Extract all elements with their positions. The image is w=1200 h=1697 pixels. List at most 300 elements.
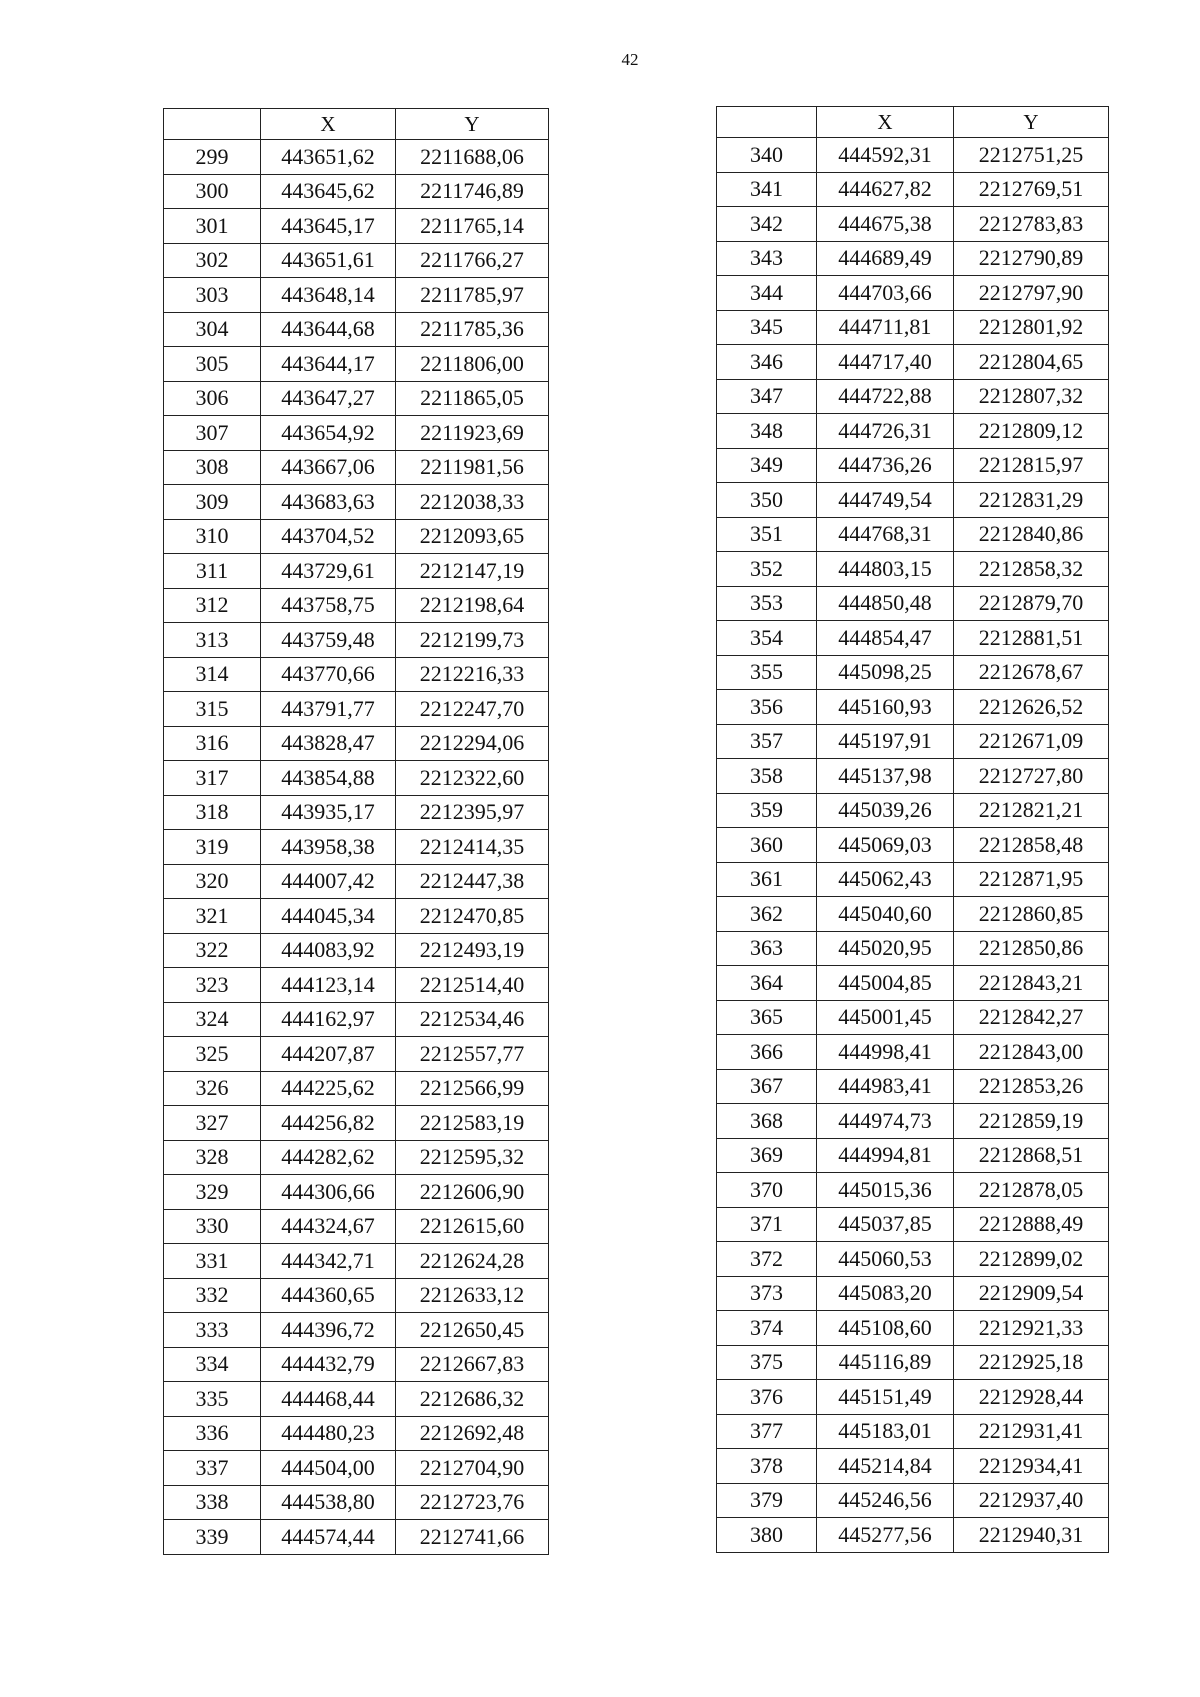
table-row [717,138,1109,173]
x-coordinate-cell: 445083,20 [817,1276,954,1311]
table-row [164,278,549,313]
table-row [717,276,1109,311]
table-row [164,1140,549,1175]
point-number-cell: 321 [164,899,261,934]
table-row [164,1347,549,1382]
x-coordinate-cell: 444592,31 [817,138,954,173]
table-row [717,655,1109,690]
x-coordinate-cell: 443770,66 [261,657,396,692]
table-row [164,864,549,899]
table-row [717,517,1109,552]
x-coordinate-cell: 443644,68 [261,312,396,347]
header-y: Y [396,109,549,140]
x-coordinate-cell: 444123,14 [261,968,396,1003]
point-number-cell: 308 [164,450,261,485]
table-row [717,1069,1109,1104]
x-coordinate-cell: 444974,73 [817,1104,954,1139]
x-coordinate-cell: 445183,01 [817,1414,954,1449]
y-coordinate-cell: 2212853,26 [954,1069,1109,1104]
x-coordinate-cell: 443958,38 [261,830,396,865]
table-row [717,1483,1109,1518]
x-coordinate-cell: 443651,61 [261,243,396,278]
y-coordinate-cell: 2212801,92 [954,310,1109,345]
y-coordinate-cell: 2212741,66 [396,1520,549,1555]
x-coordinate-cell: 444045,34 [261,899,396,934]
point-number-cell: 339 [164,1520,261,1555]
x-coordinate-cell: 444225,62 [261,1071,396,1106]
x-coordinate-cell: 443654,92 [261,416,396,451]
table-row [717,1449,1109,1484]
y-coordinate-cell: 2211766,27 [396,243,549,278]
table-row [164,1313,549,1348]
x-coordinate-cell: 443935,17 [261,795,396,830]
point-number-cell: 373 [717,1276,817,1311]
x-coordinate-cell: 444007,42 [261,864,396,899]
x-coordinate-cell: 444736,26 [817,448,954,483]
y-coordinate-cell: 2212395,97 [396,795,549,830]
point-number-cell: 351 [717,517,817,552]
point-number-cell: 324 [164,1002,261,1037]
x-coordinate-cell: 443645,17 [261,209,396,244]
y-coordinate-cell: 2212769,51 [954,172,1109,207]
point-number-cell: 319 [164,830,261,865]
x-coordinate-cell: 445160,93 [817,690,954,725]
point-number-cell: 304 [164,312,261,347]
table-row [164,519,549,554]
table-row [164,761,549,796]
y-coordinate-cell: 2211865,05 [396,381,549,416]
x-coordinate-cell: 445116,89 [817,1345,954,1380]
x-coordinate-cell: 444998,41 [817,1035,954,1070]
y-coordinate-cell: 2212557,77 [396,1037,549,1072]
table-row [717,1138,1109,1173]
x-coordinate-cell: 444574,44 [261,1520,396,1555]
table-row [717,1104,1109,1139]
y-coordinate-cell: 2212671,09 [954,724,1109,759]
x-coordinate-cell: 445246,56 [817,1483,954,1518]
table-row [164,243,549,278]
point-number-cell: 364 [717,966,817,1001]
y-coordinate-cell: 2212470,85 [396,899,549,934]
x-coordinate-cell: 444803,15 [817,552,954,587]
point-number-cell: 335 [164,1382,261,1417]
table-row [717,1414,1109,1449]
table-row [164,209,549,244]
table-row [717,379,1109,414]
point-number-cell: 317 [164,761,261,796]
y-coordinate-cell: 2211688,06 [396,140,549,175]
x-coordinate-cell: 445062,43 [817,862,954,897]
point-number-cell: 341 [717,172,817,207]
header-point-number [717,107,817,138]
table-row [717,1035,1109,1070]
table-row [717,310,1109,345]
table-row [717,1173,1109,1208]
header-x: X [261,109,396,140]
table-row [164,830,549,865]
table-row [164,588,549,623]
table-row [164,1278,549,1313]
x-coordinate-cell: 444711,81 [817,310,954,345]
x-coordinate-cell: 444306,66 [261,1175,396,1210]
x-coordinate-cell: 443758,75 [261,588,396,623]
point-number-cell: 320 [164,864,261,899]
point-number-cell: 350 [717,483,817,518]
x-coordinate-cell: 445001,45 [817,1000,954,1035]
point-number-cell: 312 [164,588,261,623]
table-row [717,207,1109,242]
x-coordinate-cell: 445037,85 [817,1207,954,1242]
y-coordinate-cell: 2212606,90 [396,1175,549,1210]
y-coordinate-cell: 2212147,19 [396,554,549,589]
y-coordinate-cell: 2212858,32 [954,552,1109,587]
x-coordinate-cell: 444717,40 [817,345,954,380]
x-coordinate-cell: 445004,85 [817,966,954,1001]
point-number-cell: 322 [164,933,261,968]
point-number-cell: 368 [717,1104,817,1139]
y-coordinate-cell: 2212931,41 [954,1414,1109,1449]
table-row [717,345,1109,380]
page-number: 42 [621,50,639,69]
y-coordinate-cell: 2212723,76 [396,1485,549,1520]
x-coordinate-cell: 444854,47 [817,621,954,656]
y-coordinate-cell: 2212727,80 [954,759,1109,794]
header-x: X [817,107,954,138]
point-number-cell: 331 [164,1244,261,1279]
point-number-cell: 360 [717,828,817,863]
table-row [164,1244,549,1279]
y-coordinate-cell: 2212868,51 [954,1138,1109,1173]
y-coordinate-cell: 2212093,65 [396,519,549,554]
table-row [164,1002,549,1037]
table-row [164,692,549,727]
x-coordinate-cell: 443651,62 [261,140,396,175]
point-number-cell: 346 [717,345,817,380]
point-number-cell: 315 [164,692,261,727]
y-coordinate-cell: 2212815,97 [954,448,1109,483]
point-number-cell: 330 [164,1209,261,1244]
x-coordinate-cell: 443729,61 [261,554,396,589]
y-coordinate-cell: 2212704,90 [396,1451,549,1486]
point-number-cell: 377 [717,1414,817,1449]
x-coordinate-cell: 444749,54 [817,483,954,518]
table-row [164,485,549,520]
y-coordinate-cell: 2211765,14 [396,209,549,244]
y-coordinate-cell: 2212783,83 [954,207,1109,242]
y-coordinate-cell: 2212667,83 [396,1347,549,1382]
y-coordinate-cell: 2212879,70 [954,586,1109,621]
table-row [164,1520,549,1555]
x-coordinate-cell: 445277,56 [817,1518,954,1553]
x-coordinate-cell: 443647,27 [261,381,396,416]
point-number-cell: 357 [717,724,817,759]
y-coordinate-cell: 2211981,56 [396,450,549,485]
y-coordinate-cell: 2212921,33 [954,1311,1109,1346]
table-row [717,552,1109,587]
x-coordinate-cell: 444983,41 [817,1069,954,1104]
table-row [164,1071,549,1106]
y-coordinate-cell: 2212751,25 [954,138,1109,173]
x-coordinate-cell: 444994,81 [817,1138,954,1173]
table-row [164,450,549,485]
point-number-cell: 338 [164,1485,261,1520]
table-row [164,1382,549,1417]
table-header-row [164,109,549,140]
y-coordinate-cell: 2212809,12 [954,414,1109,449]
y-coordinate-cell: 2212686,32 [396,1382,549,1417]
x-coordinate-cell: 445137,98 [817,759,954,794]
point-number-cell: 378 [717,1449,817,1484]
x-coordinate-cell: 444689,49 [817,241,954,276]
y-coordinate-cell: 2212909,54 [954,1276,1109,1311]
point-number-cell: 370 [717,1173,817,1208]
table-row [717,1380,1109,1415]
point-number-cell: 369 [717,1138,817,1173]
x-coordinate-cell: 443645,62 [261,174,396,209]
point-number-cell: 352 [717,552,817,587]
table-row [164,381,549,416]
x-coordinate-cell: 445151,49 [817,1380,954,1415]
x-coordinate-cell: 444083,92 [261,933,396,968]
table-row [164,1175,549,1210]
point-number-cell: 376 [717,1380,817,1415]
table-row [164,554,549,589]
table-row [164,657,549,692]
table-row [164,140,549,175]
point-number-cell: 314 [164,657,261,692]
table-row [717,1345,1109,1380]
y-coordinate-cell: 2212514,40 [396,968,549,1003]
x-coordinate-cell: 444396,72 [261,1313,396,1348]
y-coordinate-cell: 2212831,29 [954,483,1109,518]
y-coordinate-cell: 2212860,85 [954,897,1109,932]
y-coordinate-cell: 2212566,99 [396,1071,549,1106]
point-number-cell: 379 [717,1483,817,1518]
point-number-cell: 380 [717,1518,817,1553]
table-row [717,1518,1109,1553]
y-coordinate-cell: 2212294,06 [396,726,549,761]
table-row [717,862,1109,897]
y-coordinate-cell: 2211806,00 [396,347,549,382]
y-coordinate-cell: 2212821,21 [954,793,1109,828]
table-row [164,174,549,209]
point-number-cell: 359 [717,793,817,828]
point-number-cell: 326 [164,1071,261,1106]
y-coordinate-cell: 2212859,19 [954,1104,1109,1139]
table-row [717,931,1109,966]
table-row [164,416,549,451]
y-coordinate-cell: 2212937,40 [954,1483,1109,1518]
table-row [717,172,1109,207]
y-coordinate-cell: 2212858,48 [954,828,1109,863]
table-row [717,828,1109,863]
coordinates-table-right [716,106,1109,1553]
y-coordinate-cell: 2212790,89 [954,241,1109,276]
y-coordinate-cell: 2212840,86 [954,517,1109,552]
table-row [717,448,1109,483]
point-number-cell: 336 [164,1416,261,1451]
point-number-cell: 329 [164,1175,261,1210]
point-number-cell: 367 [717,1069,817,1104]
y-coordinate-cell: 2212899,02 [954,1242,1109,1277]
table-row [164,1106,549,1141]
x-coordinate-cell: 444850,48 [817,586,954,621]
table-row [164,795,549,830]
y-coordinate-cell: 2211923,69 [396,416,549,451]
y-coordinate-cell: 2212925,18 [954,1345,1109,1380]
table-row [717,1276,1109,1311]
x-coordinate-cell: 444162,97 [261,1002,396,1037]
y-coordinate-cell: 2212650,45 [396,1313,549,1348]
table-row [164,726,549,761]
table-row [717,241,1109,276]
y-coordinate-cell: 2212843,00 [954,1035,1109,1070]
x-coordinate-cell: 444726,31 [817,414,954,449]
table-row [164,623,549,658]
table-row [164,1209,549,1244]
point-number-cell: 355 [717,655,817,690]
table-row [717,1311,1109,1346]
point-number-cell: 348 [717,414,817,449]
y-coordinate-cell: 2212038,33 [396,485,549,520]
y-coordinate-cell: 2212633,12 [396,1278,549,1313]
point-number-cell: 325 [164,1037,261,1072]
table-row [164,1451,549,1486]
point-number-cell: 316 [164,726,261,761]
x-coordinate-cell: 444432,79 [261,1347,396,1382]
table-row [717,1207,1109,1242]
table-row [164,1485,549,1520]
coordinates-table-left [163,108,549,1555]
x-coordinate-cell: 444627,82 [817,172,954,207]
y-coordinate-cell: 2211746,89 [396,174,549,209]
y-coordinate-cell: 2212843,21 [954,966,1109,1001]
table-row [717,690,1109,725]
point-number-cell: 333 [164,1313,261,1348]
y-coordinate-cell: 2212534,46 [396,1002,549,1037]
table-row [164,899,549,934]
point-number-cell: 353 [717,586,817,621]
x-coordinate-cell: 443667,06 [261,450,396,485]
point-number-cell: 343 [717,241,817,276]
point-number-cell: 323 [164,968,261,1003]
point-number-cell: 347 [717,379,817,414]
point-number-cell: 372 [717,1242,817,1277]
x-coordinate-cell: 445020,95 [817,931,954,966]
y-coordinate-cell: 2212615,60 [396,1209,549,1244]
x-coordinate-cell: 444768,31 [817,517,954,552]
x-coordinate-cell: 444480,23 [261,1416,396,1451]
y-coordinate-cell: 2212322,60 [396,761,549,796]
y-coordinate-cell: 2212692,48 [396,1416,549,1451]
table-header-row [717,107,1109,138]
y-coordinate-cell: 2212595,32 [396,1140,549,1175]
x-coordinate-cell: 445098,25 [817,655,954,690]
y-coordinate-cell: 2212199,73 [396,623,549,658]
point-number-cell: 307 [164,416,261,451]
point-number-cell: 332 [164,1278,261,1313]
x-coordinate-cell: 444538,80 [261,1485,396,1520]
x-coordinate-cell: 443683,63 [261,485,396,520]
point-number-cell: 301 [164,209,261,244]
x-coordinate-cell: 444675,38 [817,207,954,242]
point-number-cell: 310 [164,519,261,554]
x-coordinate-cell: 443828,47 [261,726,396,761]
point-number-cell: 358 [717,759,817,794]
table-row [717,966,1109,1001]
y-coordinate-cell: 2212493,19 [396,933,549,968]
point-number-cell: 334 [164,1347,261,1382]
table-row [164,1416,549,1451]
point-number-cell: 371 [717,1207,817,1242]
point-number-cell: 356 [717,690,817,725]
x-coordinate-cell: 444282,62 [261,1140,396,1175]
point-number-cell: 375 [717,1345,817,1380]
point-number-cell: 313 [164,623,261,658]
y-coordinate-cell: 2212797,90 [954,276,1109,311]
y-coordinate-cell: 2211785,97 [396,278,549,313]
y-coordinate-cell: 2212871,95 [954,862,1109,897]
table-row [717,793,1109,828]
point-number-cell: 354 [717,621,817,656]
table-row [717,621,1109,656]
point-number-cell: 311 [164,554,261,589]
point-number-cell: 306 [164,381,261,416]
point-number-cell: 374 [717,1311,817,1346]
point-number-cell: 349 [717,448,817,483]
table-row [164,968,549,1003]
y-coordinate-cell: 2211785,36 [396,312,549,347]
x-coordinate-cell: 443644,17 [261,347,396,382]
y-coordinate-cell: 2212934,41 [954,1449,1109,1484]
y-coordinate-cell: 2212216,33 [396,657,549,692]
x-coordinate-cell: 444504,00 [261,1451,396,1486]
y-coordinate-cell: 2212888,49 [954,1207,1109,1242]
x-coordinate-cell: 444324,67 [261,1209,396,1244]
x-coordinate-cell: 443854,88 [261,761,396,796]
header-y: Y [954,107,1109,138]
point-number-cell: 327 [164,1106,261,1141]
y-coordinate-cell: 2212624,28 [396,1244,549,1279]
y-coordinate-cell: 2212928,44 [954,1380,1109,1415]
header-point-number [164,109,261,140]
x-coordinate-cell: 443704,52 [261,519,396,554]
point-number-cell: 318 [164,795,261,830]
x-coordinate-cell: 443759,48 [261,623,396,658]
point-number-cell: 300 [164,174,261,209]
point-number-cell: 302 [164,243,261,278]
x-coordinate-cell: 445060,53 [817,1242,954,1277]
point-number-cell: 328 [164,1140,261,1175]
x-coordinate-cell: 445197,91 [817,724,954,759]
table-row [717,1242,1109,1277]
y-coordinate-cell: 2212678,67 [954,655,1109,690]
y-coordinate-cell: 2212940,31 [954,1518,1109,1553]
y-coordinate-cell: 2212626,52 [954,690,1109,725]
x-coordinate-cell: 445214,84 [817,1449,954,1484]
point-number-cell: 362 [717,897,817,932]
x-coordinate-cell: 445015,36 [817,1173,954,1208]
x-coordinate-cell: 444256,82 [261,1106,396,1141]
x-coordinate-cell: 443791,77 [261,692,396,727]
y-coordinate-cell: 2212198,64 [396,588,549,623]
table-row [717,759,1109,794]
y-coordinate-cell: 2212878,05 [954,1173,1109,1208]
point-number-cell: 344 [717,276,817,311]
table-row [164,1037,549,1072]
point-number-cell: 337 [164,1451,261,1486]
x-coordinate-cell: 444722,88 [817,379,954,414]
